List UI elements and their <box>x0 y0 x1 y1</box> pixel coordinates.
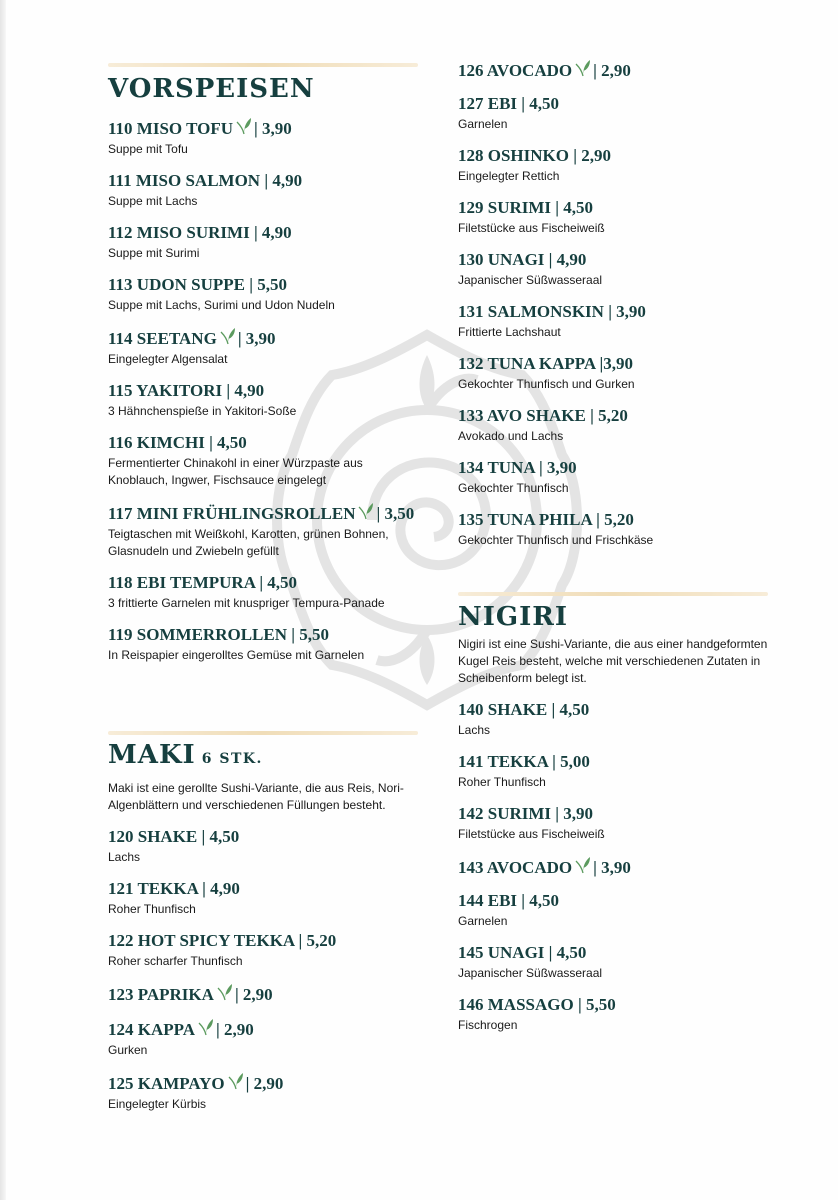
menu-item-description: Garnelen <box>458 914 508 928</box>
menu-item-price: | 4,50 <box>521 94 560 113</box>
menu-item-title <box>108 573 426 593</box>
menu-item-description: Suppe mit Lachs, Surimi und Udon Nudeln <box>108 298 335 312</box>
menu-item-name: 124 KAPPA <box>108 1020 196 1039</box>
menu-item-description: Suppe mit Surimi <box>108 246 200 260</box>
menu-item-title <box>458 146 788 166</box>
menu-item <box>458 995 778 1034</box>
menu-item <box>458 250 788 289</box>
leaf-icon <box>236 117 252 135</box>
menu-item <box>108 117 426 158</box>
menu-item-title <box>458 510 788 530</box>
menu-item-price: | 4,50 <box>521 891 560 910</box>
menu-item-price: | 3,90 <box>555 804 594 823</box>
menu-item <box>458 406 788 445</box>
menu-item-title <box>108 117 426 139</box>
menu-item-name: 128 OSHINKO <box>458 146 569 165</box>
menu-item-title <box>108 223 426 243</box>
menu-item-title <box>458 891 778 911</box>
menu-item-price: | 2,90 <box>593 61 631 80</box>
menu-item <box>108 827 426 866</box>
menu-item-price: | 4,90 <box>202 879 240 898</box>
nigiri-description: Nigiri ist eine Sushi-Variante, die aus einer handgeformten Kugel Reis besteht, welche mit verschiedenen Zutaten in Scheibenform belegt ist. <box>458 637 768 685</box>
menu-item-title <box>458 354 788 374</box>
menu-item <box>458 891 778 930</box>
menu-item <box>458 94 788 133</box>
menu-item-name: 140 SHAKE <box>458 700 548 719</box>
menu-item-description: Fermentierter Chinakohl in einer Würzpaste aus Knoblauch, Ingwer, Fischsauce eingelegt <box>108 456 363 487</box>
menu-item <box>108 573 426 612</box>
menu-item-name: 146 MASSAGO <box>458 995 574 1014</box>
menu-item-name: 134 TUNA <box>458 458 535 477</box>
menu-item <box>108 931 426 970</box>
menu-item <box>108 625 426 664</box>
section-title-nigiri: NIGIRI <box>458 602 569 632</box>
menu-item-price: | 5,20 <box>298 931 337 950</box>
menu-item-name: 144 EBI <box>458 891 518 910</box>
leaf-icon <box>575 59 591 77</box>
section-title-vorspeisen: VORSPEISEN <box>108 74 315 104</box>
menu-item-description: Gekochter Thunfisch und Frischkäse <box>458 533 654 547</box>
menu-item-description: Suppe mit Lachs <box>108 194 198 208</box>
menu-item-description: Gurken <box>108 1043 148 1057</box>
menu-item-name: 131 SALMONSKIN <box>458 302 604 321</box>
menu-item <box>108 983 426 1005</box>
menu-item-price: | 5,00 <box>552 752 590 771</box>
menu-item-title <box>458 94 788 114</box>
menu-item-name: 133 AVO SHAKE <box>458 406 586 425</box>
menu-item-description: Gekochter Thunfisch und Gurken <box>458 377 635 391</box>
menu-item-price: | 4,50 <box>259 573 298 592</box>
menu-item-price: | 3,90 <box>608 302 646 321</box>
menu-item-price: | 4,50 <box>555 198 594 217</box>
menu-item-title <box>458 804 778 824</box>
menu-item <box>108 381 426 420</box>
menu-item-price: | 3,50 <box>376 504 415 523</box>
menu-item-price: | 5,20 <box>590 406 628 425</box>
menu-item-title <box>458 59 788 81</box>
menu-item-title <box>458 198 788 218</box>
menu-item-title <box>108 625 426 645</box>
menu-item-price: |3,90 <box>599 354 634 373</box>
menu-item-description: Suppe mit Tofu <box>108 142 188 156</box>
menu-item <box>108 502 426 560</box>
menu-item-title <box>108 1018 426 1040</box>
menu-item-title <box>108 502 426 524</box>
menu-item-description: Roher Thunfisch <box>108 902 196 916</box>
menu-item-price: | 5,50 <box>249 275 287 294</box>
menu-item <box>458 302 788 341</box>
menu-item-name: 121 TEKKA <box>108 879 198 898</box>
page-edge-shadow <box>0 0 6 1200</box>
menu-item-name: 117 MINI FRÜHLINGSROLLEN <box>108 504 356 523</box>
menu-item-price: | 4,50 <box>209 433 247 452</box>
menu-item <box>108 275 426 314</box>
menu-item-title <box>458 752 778 772</box>
divider-vorspeisen <box>108 63 418 67</box>
menu-item-price: | 3,90 <box>593 858 631 877</box>
menu-item <box>108 879 426 918</box>
menu-item-name: 135 TUNA PHILA <box>458 510 592 529</box>
menu-item-title <box>108 931 426 951</box>
menu-item-name: 123 PAPRIKA <box>108 985 214 1004</box>
menu-item <box>458 856 778 878</box>
leaf-icon <box>220 327 236 345</box>
section-maki <box>108 740 426 1113</box>
menu-item-name: 130 UNAGI <box>458 250 545 269</box>
leaf-icon <box>228 1072 244 1090</box>
menu-item-title <box>458 458 788 478</box>
menu-item-title <box>108 381 426 401</box>
maki-description: Maki ist eine gerollte Sushi-Variante, die aus Reis, Nori-Algenblättern und verschiedenen Füllungen besteht. <box>108 781 404 812</box>
menu-item-title <box>458 700 778 720</box>
menu-item-price: | 3,90 <box>254 119 292 138</box>
menu-item-description: In Reispapier eingerolltes Gemüse mit Garnelen <box>108 648 365 662</box>
menu-item-name: 129 SURIMI <box>458 198 552 217</box>
menu-item-name: 110 MISO TOFU <box>108 119 234 138</box>
menu-item-price: | 4,90 <box>264 171 303 190</box>
menu-item-description: 3 Hähnchenspieße in Yakitori-Soße <box>108 404 297 418</box>
menu-item <box>458 198 788 237</box>
maki-subtitle: 6 STK. <box>201 751 263 767</box>
menu-item-name: 118 EBI TEMPURA <box>108 573 256 592</box>
menu-item-name: 113 UDON SUPPE <box>108 275 245 294</box>
menu-item-description: Lachs <box>458 723 491 737</box>
menu-item-name: 141 TEKKA <box>458 752 548 771</box>
menu-item-title <box>108 433 426 453</box>
menu-item-price: | 4,50 <box>551 700 590 719</box>
menu-item <box>458 458 788 497</box>
menu-item-price: | 3,90 <box>237 329 276 348</box>
menu-item-name: 122 HOT SPICY TEKKA <box>108 931 295 950</box>
menu-item-title <box>108 983 426 1005</box>
menu-item-name: 112 MISO SURIMI <box>108 223 250 242</box>
leaf-icon <box>575 856 591 874</box>
menu-item-description: Filetstücke aus Fischeiweiß <box>458 827 605 841</box>
leaf-icon <box>217 983 233 1001</box>
menu-item <box>458 354 788 393</box>
menu-item-price: | 5,20 <box>596 510 634 529</box>
menu-item-description: Roher scharfer Thunfisch <box>108 954 243 968</box>
divider-maki <box>108 731 418 735</box>
menu-item-name: 143 AVOCADO <box>458 858 573 877</box>
menu-item <box>108 223 426 262</box>
menu-item-name: 115 YAKITORI <box>108 381 223 400</box>
section-nigiri <box>458 602 778 1034</box>
menu-item-price: | 4,90 <box>253 223 292 242</box>
menu-item-description: 3 frittierte Garnelen mit knuspriger Tempura-Panade <box>108 596 385 610</box>
menu-item-description: Gekochter Thunfisch <box>458 481 569 495</box>
menu-item-price: | 5,50 <box>577 995 616 1014</box>
menu-item <box>458 700 778 739</box>
section-title-maki <box>108 740 426 774</box>
menu-item-name: 125 KAMPAYO <box>108 1074 225 1093</box>
menu-item <box>108 327 426 368</box>
menu-item <box>458 752 778 791</box>
menu-item-description: Eingelegter Rettich <box>458 169 560 183</box>
menu-item-price: | 4,50 <box>548 943 587 962</box>
menu-item-name: 116 KIMCHI <box>108 433 205 452</box>
menu-item <box>458 804 778 843</box>
menu-item-description: Frittierte Lachshaut <box>458 325 561 339</box>
menu-item-name: 145 UNAGI <box>458 943 545 962</box>
menu-item-description: Garnelen <box>458 117 508 131</box>
menu-item <box>108 1018 426 1059</box>
menu-item-name: 142 SURIMI <box>458 804 552 823</box>
menu-item <box>108 1072 426 1113</box>
menu-item-price: | 2,90 <box>245 1074 284 1093</box>
menu-item <box>108 433 426 489</box>
menu-item-name: 119 SOMMERROLLEN <box>108 625 287 644</box>
menu-item-title <box>108 275 426 295</box>
menu-item-description: Avokado und Lachs <box>458 429 564 443</box>
menu-item-title <box>458 250 788 270</box>
menu-item-title <box>458 995 778 1015</box>
menu-item-name: 132 TUNA KAPPA <box>458 354 596 373</box>
menu-item-title <box>108 879 426 899</box>
menu-item <box>108 171 426 210</box>
menu-item-name: 120 SHAKE <box>108 827 198 846</box>
menu-item-description: Eingelegter Algensalat <box>108 352 228 366</box>
menu-item-title <box>458 406 788 426</box>
menu-item-name: 111 MISO SALMON <box>108 171 261 190</box>
menu-item-price: | 2,90 <box>573 146 611 165</box>
menu-item-description: Japanischer Süßwasseraal <box>458 966 603 980</box>
maki-title: MAKI <box>108 740 196 770</box>
menu-item-description: Japanischer Süßwasseraal <box>458 273 603 287</box>
menu-item-price: | 4,90 <box>226 381 265 400</box>
menu-item-description: Fischrogen <box>458 1018 518 1032</box>
section-maki-continued <box>458 46 788 549</box>
menu-item <box>458 943 778 982</box>
divider-nigiri <box>458 592 768 596</box>
menu-item-title <box>108 171 426 191</box>
menu-item-title <box>108 327 426 349</box>
menu-item-title <box>458 302 788 322</box>
menu-item-description: Teigtaschen mit Weißkohl, Karotten, grünen Bohnen, Glasnudeln und Zwiebeln gefüllt <box>108 527 389 558</box>
leaf-icon <box>198 1018 214 1036</box>
menu-item-title <box>108 827 426 847</box>
menu-item-description: Filetstücke aus Fischeiweiß <box>458 221 605 235</box>
menu-item-description: Lachs <box>108 850 141 864</box>
menu-item-name: 126 AVOCADO <box>458 61 573 80</box>
menu-item-price: | 3,90 <box>538 458 577 477</box>
menu-item-price: | 2,90 <box>234 985 273 1004</box>
menu-item-name: 114 SEETANG <box>108 329 217 348</box>
menu-item <box>458 510 788 549</box>
menu-item-price: | 4,50 <box>201 827 240 846</box>
menu-item-price: | 2,90 <box>216 1020 254 1039</box>
leaf-icon <box>358 502 374 520</box>
menu-item-title <box>458 943 778 963</box>
section-vorspeisen <box>108 74 426 664</box>
menu-item-description: Eingelegter Kürbis <box>108 1097 207 1111</box>
menu-item-price: | 5,50 <box>291 625 329 644</box>
menu-item-description: Roher Thunfisch <box>458 775 546 789</box>
menu-item-name: 127 EBI <box>458 94 518 113</box>
menu-item <box>458 146 788 185</box>
menu-item-title <box>108 1072 426 1094</box>
menu-item <box>458 59 788 81</box>
menu-item-title <box>458 856 778 878</box>
menu-item-price: | 4,90 <box>548 250 587 269</box>
